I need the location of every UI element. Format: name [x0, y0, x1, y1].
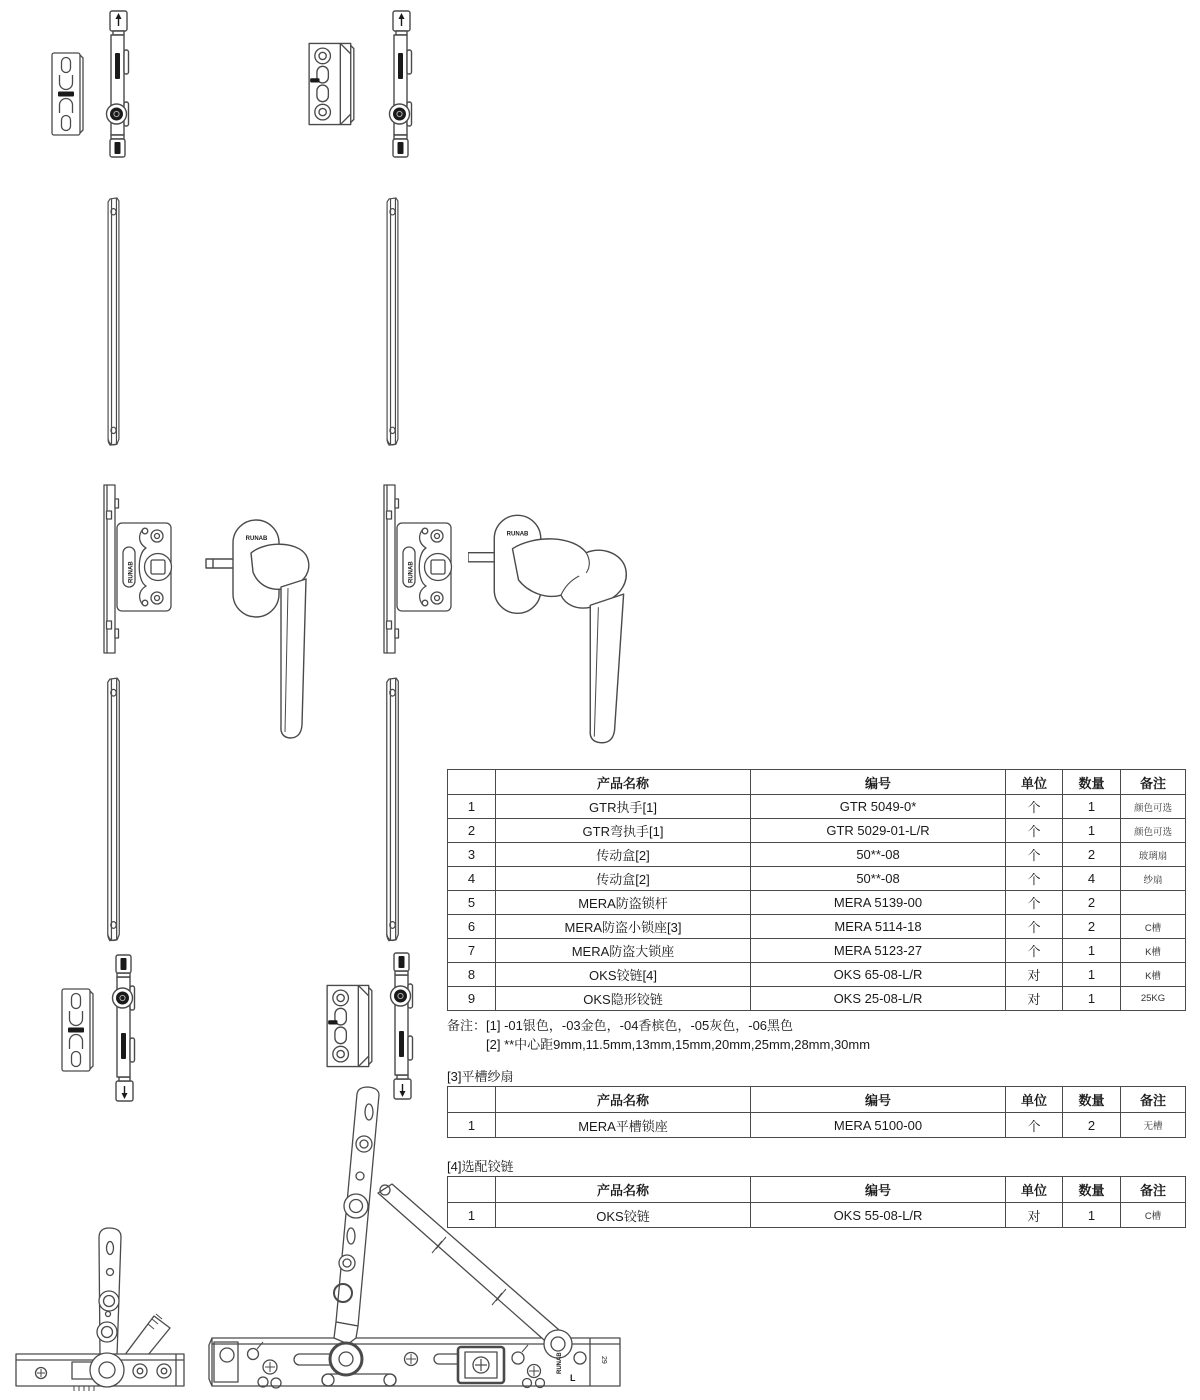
cell-code: MERA 5139-00: [751, 891, 1006, 915]
cell-unit: 个: [1006, 891, 1063, 915]
header-name: 产品名称: [496, 770, 751, 795]
header-qty: 数量: [1063, 1087, 1121, 1113]
cell-no: 1: [448, 1203, 496, 1228]
cell-code: OKS 65-08-L/R: [751, 963, 1006, 987]
drawing-straight-handle: [204, 508, 324, 748]
cell-qty: 2: [1063, 1113, 1121, 1138]
cell-remark: [1121, 891, 1186, 915]
drawing-lock-rod-lower-left: [98, 676, 128, 948]
header-qty: 数量: [1063, 770, 1121, 795]
cell-remark: 无槽: [1121, 1113, 1186, 1138]
cell-code: MERA 5123-27: [751, 939, 1006, 963]
cell-qty: 2: [1063, 843, 1121, 867]
header-unit: 单位: [1006, 1087, 1063, 1113]
cell-name: MERA防盗锁杆: [496, 891, 751, 915]
cell-code: OKS 55-08-L/R: [751, 1203, 1006, 1228]
table-header-row: [448, 1087, 1186, 1113]
cell-remark: 颜色可选: [1121, 819, 1186, 843]
cell-unit: 个: [1006, 795, 1063, 819]
cell-no: 1: [448, 795, 496, 819]
header-no: [448, 770, 496, 795]
drawing-lock-rod-upper-right: [377, 196, 407, 452]
header-remark: 备注: [1121, 1087, 1186, 1113]
cell-name: OKS铰链: [496, 1203, 751, 1228]
header-remark: 备注: [1121, 1177, 1186, 1203]
cell-qty: 1: [1063, 939, 1121, 963]
cell-unit: 对: [1006, 1203, 1063, 1228]
header-name: 产品名称: [496, 1177, 751, 1203]
table-row: [448, 987, 1186, 1011]
note-prefix: 备注：: [447, 1018, 487, 1033]
cell-remark: 颜色可选: [1121, 795, 1186, 819]
drawing-espagnolette-bottom-left: [100, 952, 148, 1104]
table-header-row: [448, 770, 1186, 795]
cell-code: MERA 5100-00: [751, 1113, 1006, 1138]
table-row: [448, 843, 1186, 867]
header-no: [448, 1087, 496, 1113]
screen-parts-table: [447, 1086, 1186, 1138]
cell-name: GTR弯执手[1]: [496, 819, 751, 843]
cell-no: 1: [448, 1113, 496, 1138]
cell-unit: 个: [1006, 939, 1063, 963]
header-code: 编号: [751, 1087, 1006, 1113]
cell-unit: 个: [1006, 867, 1063, 891]
cell-name: OKS铰链[4]: [496, 963, 751, 987]
cell-no: 5: [448, 891, 496, 915]
header-code: 编号: [751, 1177, 1006, 1203]
cell-unit: 对: [1006, 963, 1063, 987]
cell-qty: 4: [1063, 867, 1121, 891]
cell-qty: 1: [1063, 795, 1121, 819]
cell-name: MERA防盗小锁座[3]: [496, 915, 751, 939]
table-row: [448, 891, 1186, 915]
cell-remark: K槽: [1121, 963, 1186, 987]
cell-code: MERA 5114-18: [751, 915, 1006, 939]
cell-no: 7: [448, 939, 496, 963]
header-qty: 数量: [1063, 1177, 1121, 1203]
table-header-row: [448, 1177, 1186, 1203]
cell-unit: 个: [1006, 915, 1063, 939]
cell-name: GTR执手[1]: [496, 795, 751, 819]
cell-no: 3: [448, 843, 496, 867]
hinge-section-label: [4]选配铰链: [447, 1159, 514, 1174]
header-unit: 单位: [1006, 1177, 1063, 1203]
drawing-small-keeper-bottom-left: [56, 986, 96, 1074]
table-row: [448, 939, 1186, 963]
optional-hinge-table: [447, 1176, 1186, 1228]
drawing-small-keeper-top-left: [46, 50, 86, 138]
cell-name: 传动盒[2]: [496, 843, 751, 867]
cell-unit: 个: [1006, 819, 1063, 843]
drawing-lock-rod-upper-left: [98, 196, 128, 452]
cell-remark: 纱扇: [1121, 867, 1186, 891]
screen-section-label: [3]平槽纱扇: [447, 1069, 514, 1084]
cell-no: 8: [448, 963, 496, 987]
cell-remark: 玻璃扇: [1121, 843, 1186, 867]
cell-code: OKS 25-08-L/R: [751, 987, 1006, 1011]
table-row: [448, 1203, 1186, 1228]
cell-remark: K槽: [1121, 939, 1186, 963]
drawing-concealed-hinge: [14, 1224, 194, 1398]
cell-name: MERA防盗大锁座: [496, 939, 751, 963]
table-row: [448, 819, 1186, 843]
cell-qty: 2: [1063, 891, 1121, 915]
cell-remark: C槽: [1121, 1203, 1186, 1228]
cell-no: 4: [448, 867, 496, 891]
cell-unit: 对: [1006, 987, 1063, 1011]
header-no: [448, 1177, 496, 1203]
table-row: [448, 1113, 1186, 1138]
note-line-2: [2] **中心距9mm,11.5mm,13mm,15mm,20mm,25mm,28mm,30mm: [486, 1037, 871, 1052]
header-unit: 单位: [1006, 770, 1063, 795]
cell-name: MERA平槽锁座: [496, 1113, 751, 1138]
drawing-big-keeper-bottom-right: [324, 978, 376, 1074]
drawing-gearbox-right: [376, 483, 460, 658]
cell-no: 6: [448, 915, 496, 939]
table-row: [448, 915, 1186, 939]
cell-code: 50**-08: [751, 843, 1006, 867]
cell-qty: 1: [1063, 1203, 1121, 1228]
table-row: [448, 867, 1186, 891]
notes-block: [447, 1016, 870, 1054]
cell-qty: 2: [1063, 915, 1121, 939]
header-remark: 备注: [1121, 770, 1186, 795]
table-row: [448, 963, 1186, 987]
drawing-big-keeper-top-right: [306, 36, 358, 132]
cell-name: OKS隐形铰链: [496, 987, 751, 1011]
cell-code: GTR 5029-01-L/R: [751, 819, 1006, 843]
cell-code: 50**-08: [751, 867, 1006, 891]
header-name: 产品名称: [496, 1087, 751, 1113]
cell-remark: C槽: [1121, 915, 1186, 939]
cell-name: 传动盒[2]: [496, 867, 751, 891]
cell-unit: 个: [1006, 1113, 1063, 1138]
cell-qty: 1: [1063, 987, 1121, 1011]
drawing-espagnolette-top-left: [94, 8, 142, 160]
cell-unit: 个: [1006, 843, 1063, 867]
drawing-espagnolette-bottom-right: [378, 950, 426, 1102]
table-row: [448, 795, 1186, 819]
cell-remark: 25KG: [1121, 987, 1186, 1011]
cell-code: GTR 5049-0*: [751, 795, 1006, 819]
cell-no: 2: [448, 819, 496, 843]
note-line-1: 备注：[1] -01银色，-03金色，-04香槟色，-05灰色，-06黑色: [447, 1018, 794, 1033]
cell-qty: 1: [1063, 819, 1121, 843]
drawing-bent-handle: [468, 505, 660, 753]
drawing-espagnolette-top-right: [377, 8, 425, 160]
drawing-lock-rod-lower-right: [377, 676, 407, 948]
cell-no: 9: [448, 987, 496, 1011]
drawing-gearbox-left: [96, 483, 180, 658]
main-parts-table: [447, 769, 1186, 1011]
cell-qty: 1: [1063, 963, 1121, 987]
header-code: 编号: [751, 770, 1006, 795]
